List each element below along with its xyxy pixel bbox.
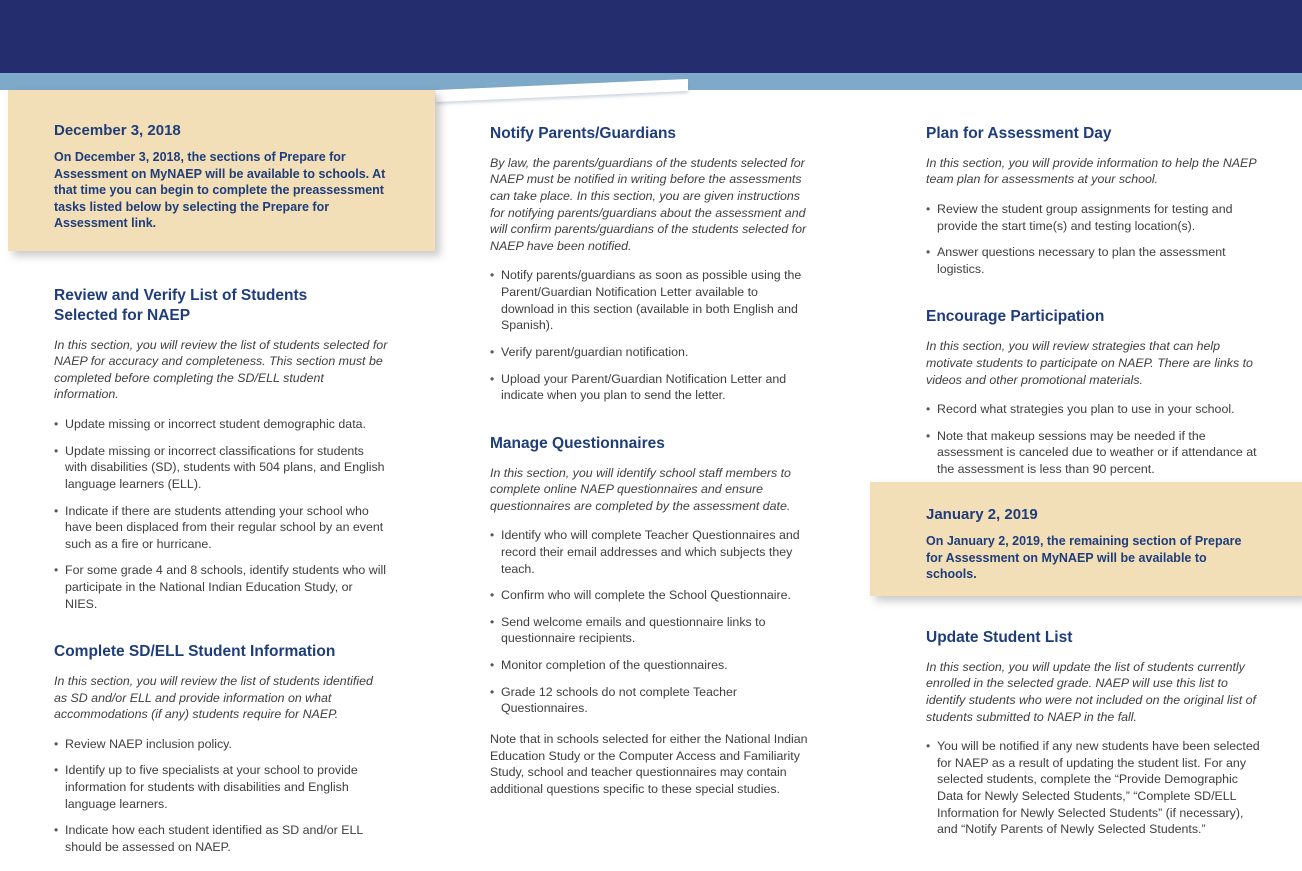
bullet-item: • Review the student group assignments for testing and provide the start time(s) and testing location(s). bbox=[926, 201, 1258, 234]
date-box-january bbox=[870, 482, 1302, 596]
bullet-list bbox=[926, 201, 1258, 277]
bullet-item: • Identify who will complete Teacher Questionnaires and record their email addresses and which subjects they teach. bbox=[490, 527, 813, 577]
section-notify-parents bbox=[490, 124, 813, 404]
bullet-item: • Notify parents/guardians as soon as possible using the Parent/Guardian Notification Letter available to download in this section (available in both English and Spanish). bbox=[490, 267, 813, 333]
bullet-item: • For some grade 4 and 8 schools, identify students who will participate in the National Indian Education Study, or NIES. bbox=[54, 562, 388, 612]
bullet-item: • Answer questions necessary to plan the assessment logistics. bbox=[926, 244, 1258, 277]
column-right-lower bbox=[926, 628, 1260, 848]
section-title: Plan for Assessment Day bbox=[926, 125, 1112, 142]
bullet-item: • Identify up to five specialists at your school to provide information for students with disabilities and English language learners. bbox=[54, 762, 388, 812]
section-encourage-participation bbox=[926, 307, 1258, 477]
bullet-item: • Record what strategies you plan to use in your school. bbox=[926, 401, 1258, 418]
bullet-item: • Send welcome emails and questionnaire links to questionnaire recipients. bbox=[490, 614, 813, 647]
bullet-item: • Confirm who will complete the School Questionnaire. bbox=[490, 587, 813, 604]
date-box-january-body: On January 2, 2019, the remaining section of Prepare for Assessment on MyNAEP will be available to schools. bbox=[926, 534, 1242, 581]
bullet-list bbox=[926, 738, 1260, 838]
bullet-item: • Monitor completion of the questionnaires. bbox=[490, 657, 813, 674]
bullet-list bbox=[490, 527, 813, 716]
section-intro: In this section, you will review strategies that can help motivate students to participate on NAEP. There are links to videos and other promotional materials. bbox=[926, 339, 1253, 387]
section-note: Note that in schools selected for either the National Indian Education Study or the Computer Access and Familiarity Study, school and teacher questionnaires may contain additional questions specific to these special studies. bbox=[490, 731, 808, 796]
section-title: Complete SD/ELL Student Information bbox=[54, 643, 336, 661]
section-manage-questionnaires bbox=[490, 434, 813, 798]
section-title: Manage Questionnaires bbox=[490, 434, 665, 452]
bullet-item: • Review NAEP inclusion policy. bbox=[54, 736, 388, 753]
bullet-item: • Update missing or incorrect classifications for students with disabilities (SD), students with 504 plans, and English language learners (ELL). bbox=[54, 443, 388, 493]
section-intro: In this section, you will provide information to help the NAEP team plan for assessments at your school. bbox=[926, 155, 1257, 187]
bullet-item: • Update missing or incorrect student demographic data. bbox=[54, 416, 388, 433]
date-box-january-title: January 2, 2019 bbox=[926, 506, 1038, 523]
section-title: Notify Parents/Guardians bbox=[490, 125, 677, 142]
bullet-item: • Grade 12 schools do not complete Teacher Questionnaires. bbox=[490, 684, 813, 717]
bullet-item: • You will be notified if any new students have been selected for NAEP as a result of updating the student list. For any selected students, complete the “Provide Demographic Data for Newly Selected Students,” “Complete SD/ELL Information for Newly Selected Students” (if necessary), and “Notify Parents of Newly Selected Students.” bbox=[926, 738, 1260, 838]
section-title: Encourage Participation bbox=[926, 308, 1105, 326]
bullet-item: • Upload your Parent/Guardian Notification Letter and indicate when you plan to send the letter. bbox=[490, 371, 813, 404]
bullet-item: • Verify parent/guardian notification. bbox=[490, 344, 813, 361]
bullet-list bbox=[54, 416, 388, 612]
section-complete-sdell bbox=[54, 642, 388, 855]
date-box-december-title: December 3, 2018 bbox=[54, 122, 181, 139]
section-plan-assessment-day bbox=[926, 124, 1258, 277]
section-intro: In this section, you will update the list of students currently enrolled in the selected grade. NAEP will use this list to identify students who were not included on the original list of students submitted to NAEP in the fall. bbox=[926, 659, 1256, 724]
section-title: Review and Verify List of Students Selected for NAEP bbox=[54, 287, 308, 324]
bullet-item: • Indicate if there are students attending your school who have been displaced from their regular school by an event such as a fire or hurricane. bbox=[54, 503, 388, 553]
column-left bbox=[54, 286, 388, 866]
section-review-verify-students bbox=[54, 286, 388, 612]
bullet-list bbox=[490, 267, 813, 403]
date-box-december bbox=[8, 90, 435, 251]
section-intro: By law, the parents/guardians of the students selected for NAEP must be notified in writing before the assessments can take place. In this section, you are given instructions for notifying parents/guardians about the assessment and will confirm parents/guardians of the students selected for NAEP have been notified. bbox=[490, 155, 807, 253]
section-title: Update Student List bbox=[926, 629, 1073, 646]
bullet-list bbox=[926, 401, 1258, 477]
bullet-item: • Indicate how each student identified as SD and/or ELL should be assessed on NAEP. bbox=[54, 822, 388, 855]
section-intro: In this section, you will identify school staff members to complete online NAEP questionnaires and ensure questionnaires are completed by the assessment date. bbox=[490, 465, 791, 513]
section-intro: In this section, you will review the list of students selected for NAEP for accuracy and completeness. This section must be completed before completing the SD/ELL student information. bbox=[54, 337, 388, 402]
section-update-student-list bbox=[926, 628, 1260, 838]
section-intro: In this section, you will review the list of students identified as SD and/or ELL and provide information on what accommodations (if any) students require for NAEP. bbox=[54, 674, 373, 722]
column-right bbox=[926, 124, 1258, 488]
bullet-list bbox=[54, 736, 388, 856]
page-content bbox=[0, 90, 1302, 871]
column-middle bbox=[490, 124, 813, 797]
bullet-item: • Note that makeup sessions may be needed if the assessment is canceled due to weather or if attendance at the assessment is less than 90 percent. bbox=[926, 428, 1258, 478]
header-band bbox=[0, 0, 1302, 73]
date-box-december-body: On December 3, 2018, the sections of Prepare for Assessment on MyNAEP will be available to schools. At that time you can begin to complete the preassessment tasks listed below by selecting the Prepare for Assessment link. bbox=[54, 150, 386, 230]
